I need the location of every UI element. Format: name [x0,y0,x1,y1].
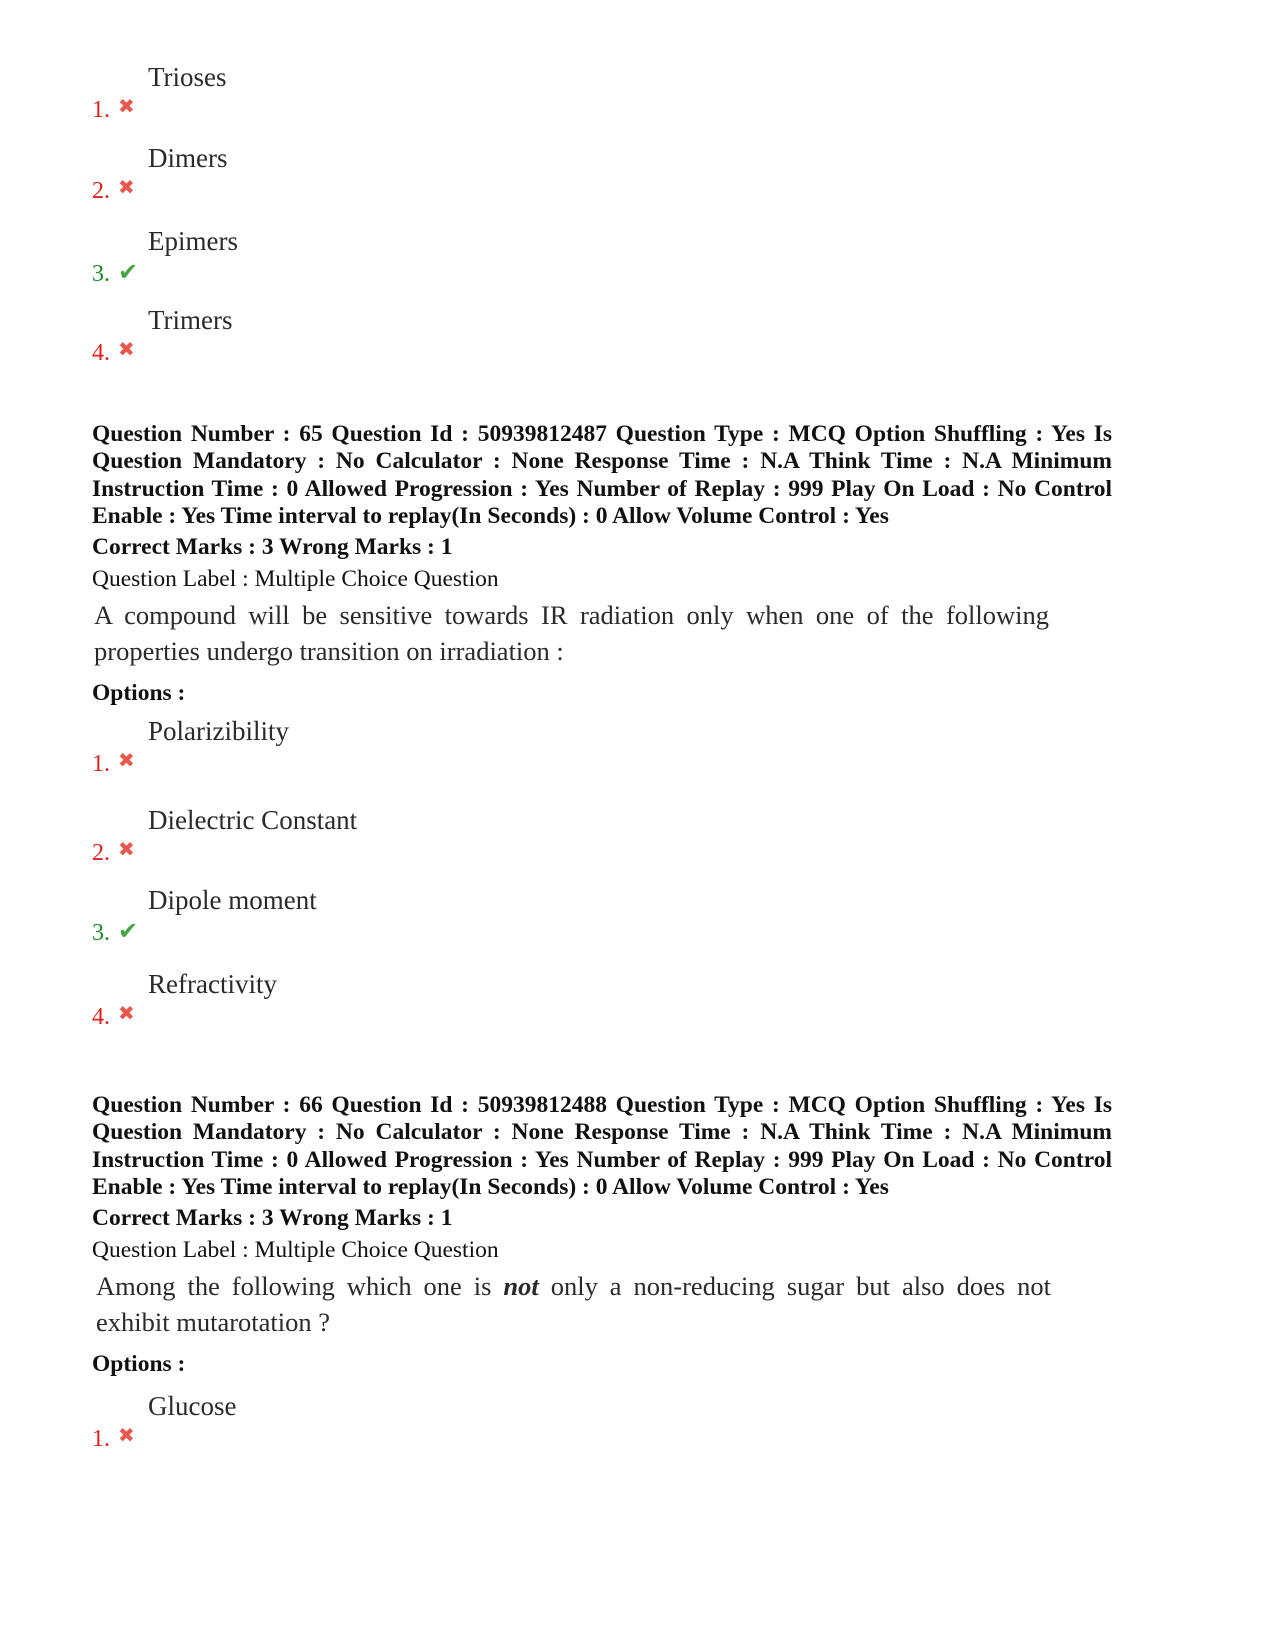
question-marks: Correct Marks : 3 Wrong Marks : 1 [92,534,453,560]
option-item [92,62,692,122]
option-item [92,885,692,945]
option-number: 3. [92,261,110,287]
correct-check-icon: ✔ [118,917,139,945]
option-text: Dimers [148,143,228,173]
wrong-mark-icon: ✖ [118,94,135,118]
wrong-mark-icon: ✖ [118,748,135,772]
question-label: Question Label : Multiple Choice Question [92,566,499,592]
question-text-emphasis: not [503,1271,539,1301]
option-text: Trioses [148,62,227,92]
wrong-mark-icon: ✖ [118,1423,135,1447]
option-item [92,143,692,203]
wrong-mark-icon: ✖ [118,837,135,861]
option-text: Refractivity [148,969,277,999]
option-number: 4. [92,1004,110,1030]
option-item [92,1391,692,1451]
options-heading: Options : [92,680,186,706]
option-number: 4. [92,340,110,366]
option-text: Trimers [148,305,233,335]
option-number: 1. [92,751,110,777]
option-text: Epimers [148,226,238,256]
question-text-part: only a non-reducing sugar but also does not exhibit mutarotation ? [96,1271,1052,1337]
question-text [96,1268,1051,1340]
wrong-mark-icon: ✖ [118,337,135,361]
question-text: A compound will be sensitive towards IR radiation only when one of the following properties undergo transition on irradiation : [94,600,1049,666]
question-text-part: Among the following which one is [96,1271,504,1301]
option-number: 1. [92,97,110,123]
option-text: Polarizibility [148,716,289,746]
option-number: 2. [92,178,110,204]
option-number: 1. [92,1426,110,1452]
option-item [92,226,692,286]
wrong-mark-icon: ✖ [118,1001,135,1025]
option-text: Dielectric Constant [148,805,358,835]
question-meta: Question Number : 66 Question Id : 50939812488 Question Type : MCQ Option Shuffling : Yes Is Question Mandatory : No Calculator : None Response Time : N.A Think Time : N.A Minimum Instruction Time : 0 Allowed Progression : Yes Number of Replay : 999 Play On Load : No Control Enable : Yes Time interval to replay(In Seconds) : 0 Allow Volume Control : Yes [92,1092,1112,1200]
option-number: 3. [92,920,110,946]
options-heading: Options : [92,1351,186,1377]
option-text: Glucose [148,1391,237,1421]
correct-check-icon: ✔ [118,258,139,286]
question-label: Question Label : Multiple Choice Question [92,1237,499,1263]
option-text: Dipole moment [148,885,317,915]
option-item [92,805,692,865]
question-meta: Question Number : 65 Question Id : 50939812487 Question Type : MCQ Option Shuffling : Yes Is Question Mandatory : No Calculator : None Response Time : N.A Think Time : N.A Minimum Instruction Time : 0 Allowed Progression : Yes Number of Replay : 999 Play On Load : No Control Enable : Yes Time interval to replay(In Seconds) : 0 Allow Volume Control : Yes [92,421,1112,529]
option-item [92,716,692,776]
option-item [92,969,692,1029]
question-marks: Correct Marks : 3 Wrong Marks : 1 [92,1205,453,1231]
option-number: 2. [92,840,110,866]
wrong-mark-icon: ✖ [118,175,135,199]
option-item [92,305,692,365]
